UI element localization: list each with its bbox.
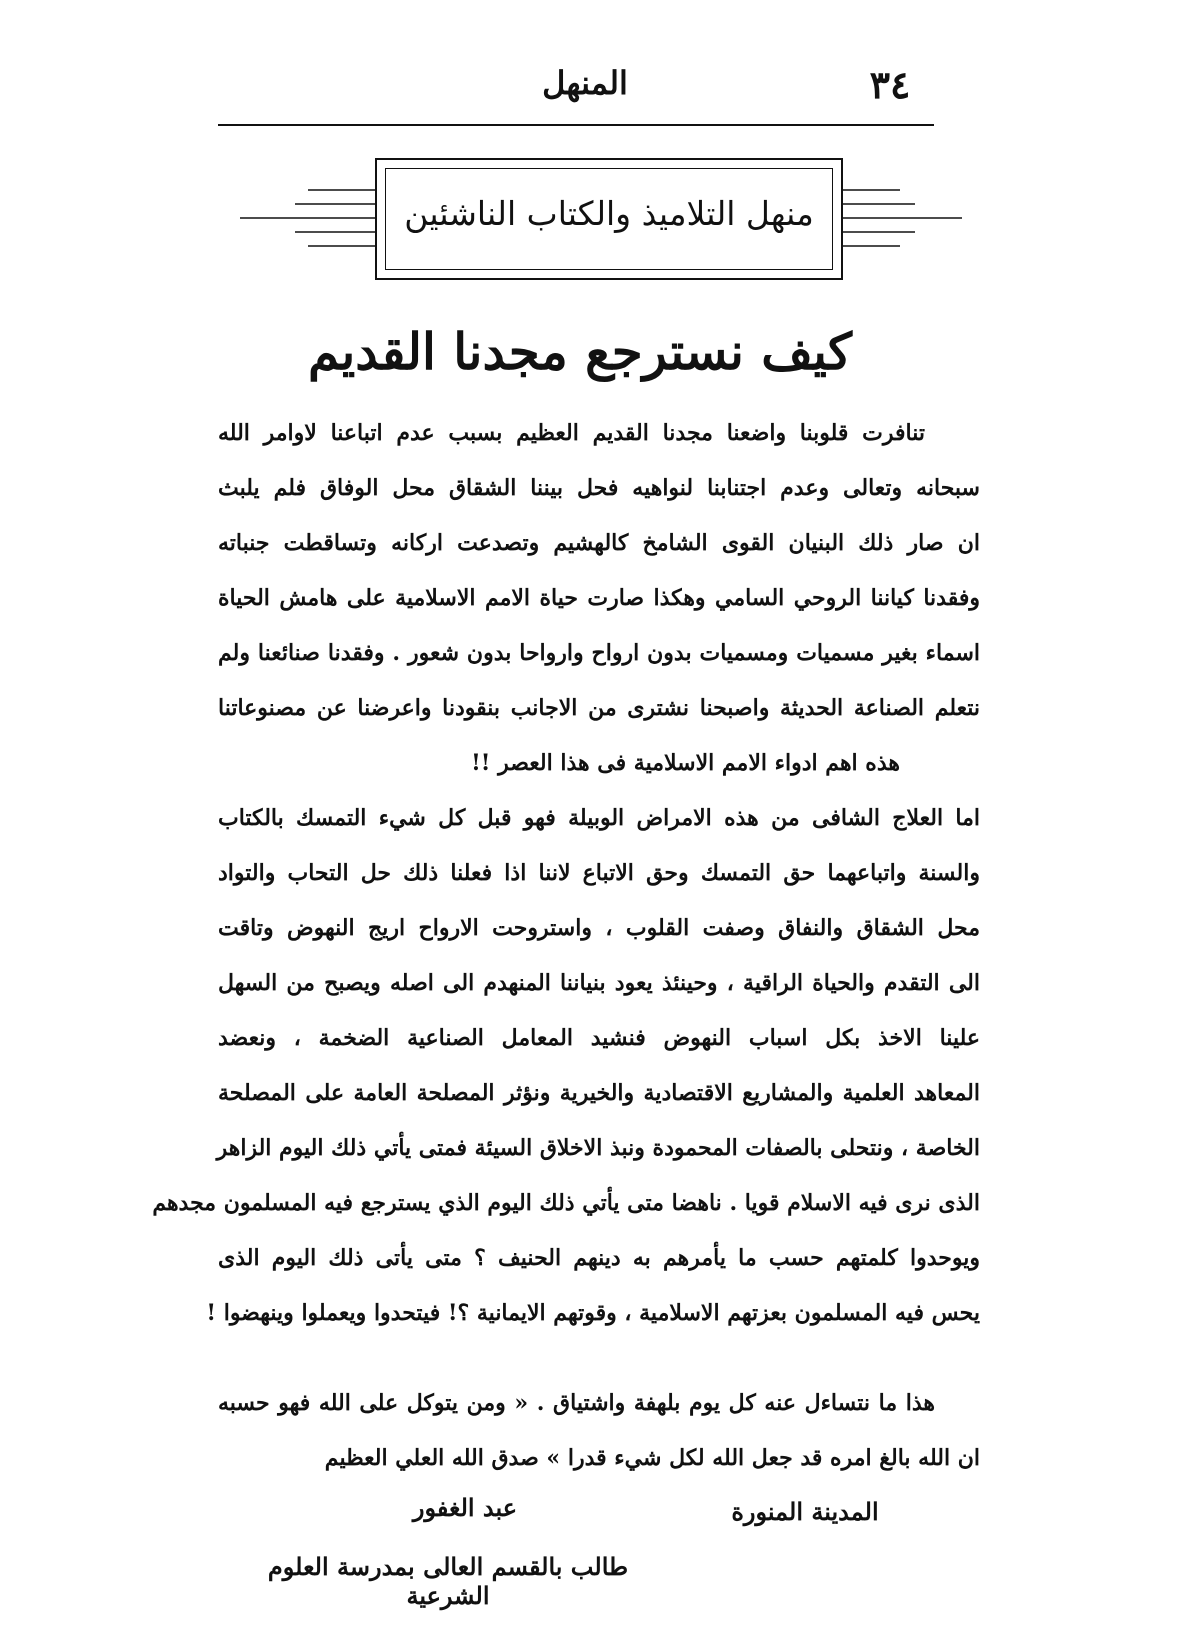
text-line: ويوحدوا كلمتهم حسب ما يأمرهم به دينهم الحنيف ؟ متى يأتى ذلك اليوم الذى [218, 1245, 980, 1271]
article-body [152, 406, 980, 1341]
text-line: هذه اهم ادواء الامم الاسلامية فى هذا العصر !! [471, 750, 900, 776]
text-line: يحس فيه المسلمون بعزتهم الاسلامية ، وقوتهم الايمانية ؟! فيتحدوا ويعملوا وينهضوا ! [206, 1300, 980, 1326]
article-title: كيف نسترجع مجدنا القديم [308, 322, 852, 381]
text-line: ان صار ذلك البنيان القوى الشامخ كالهشيم وتصدعت اركانه وتساقطت جنباته [218, 530, 980, 556]
text-line: محل الشقاق والنفاق وصفت القلوب ، واستروحت الارواح اريج النهوض وتاقت [218, 915, 980, 941]
signature-place: المدينة المنورة [731, 1497, 879, 1526]
text-line: اما العلاج الشافى من هذه الامراض الوبيلة فهو قبل كل شيء التمسك بالكتاب [218, 805, 980, 831]
text-line: الى التقدم والحياة الراقية ، وحينئذ يعود بنياننا المنهدم الى اصله ويصبح من السهل [218, 970, 980, 996]
text-line: هذا ما نتساءل عنه كل يوم بلهفة واشتياق . « ومن يتوكل على الله فهو حسبه [218, 1390, 935, 1416]
journal-name: المنهل [542, 64, 628, 102]
text-line: وفقدنا كياننا الروحي السامي وهكذا صارت حياة الامم الاسلامية على هامش الحياة [218, 585, 980, 611]
text-line: الخاصة ، ونتحلى بالصفات المحمودة ونبذ الاخلاق السيئة فمتى يأتي ذلك اليوم الزاهر [216, 1135, 980, 1161]
section-title: منهل التلاميذ والكتاب الناشئين [404, 194, 814, 233]
text-line: تنافرت قلوبنا واضعنا مجدنا القديم العظيم بسبب عدم اتباعنا لاوامر الله [218, 420, 925, 446]
header-rule [218, 124, 934, 126]
closing-paragraph [218, 1376, 980, 1486]
text-line: المعاهد العلمية والمشاريع الاقتصادية والخيرية ونؤثر المصلحة العامة على المصلحة [218, 1080, 980, 1106]
text-line: ان الله بالغ امره قد جعل الله لكل شيء قدرا » صدق الله العلي العظيم [324, 1445, 980, 1471]
text-line: الذى نرى فيه الاسلام قويا . ناهضا متى يأتي ذلك اليوم الذي يسترجع فيه المسلمون مجدهم [152, 1190, 980, 1216]
text-line: اسماء بغير مسميات ومسميات بدون ارواح وارواحا بدون شعور . وفقدنا صنائعنا ولم [218, 640, 980, 666]
text-line: والسنة واتباعهما حق التمسك وحق الاتباع لاننا اذا فعلنا ذلك حل التحاب والتواد [218, 860, 980, 886]
text-line: سبحانه وتعالى وعدم اجتنابنا لنواهيه فحل بيننا الشقاق محل الوفاق فلم يلبث [218, 475, 980, 501]
signature-name: عبد الغفور [412, 1493, 518, 1522]
text-line: علينا الاخذ بكل اسباب النهوض فنشيد المعامل الصناعية الضخمة ، ونعضد [218, 1025, 980, 1051]
page-number: ٣٤ [869, 62, 911, 107]
text-line: نتعلم الصناعة الحديثة واصبحنا نشترى من الاجانب بنقودنا واعرضنا عن مصنوعاتنا [218, 695, 980, 721]
section-header-box [375, 158, 843, 280]
signature-role: طالب بالقسم العالى بمدرسة العلوم الشرعية [267, 1552, 629, 1610]
